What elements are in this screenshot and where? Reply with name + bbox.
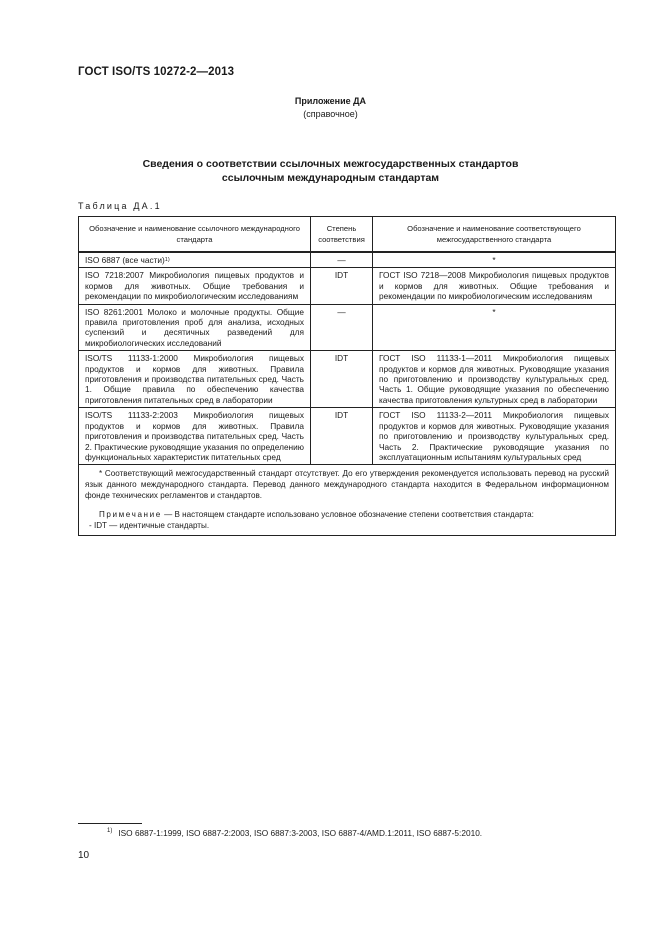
degree-cell: IDT bbox=[311, 351, 373, 408]
table-footnote: * Соответствующий межгосударственный стандарт отсутствует. До его утверждения рекомендуется использовать перевод на русский язык данного международного стандарта. Перевод данного международного стандарта находится в Федеральном информационном фонде технических регламентов и стандартов. bbox=[85, 469, 609, 500]
intl-standard-text: ISO 6887 (все части) bbox=[85, 255, 165, 265]
header-degree: Степень соответствия bbox=[311, 217, 373, 253]
footnote-marker: 1) bbox=[107, 828, 113, 834]
intl-standard-cell: ISO 8261:2001 Молоко и молочные продукты. Общие правила приготовления проб для анализа, исходных суспензий и десятичных разведений для микробиологических исследований bbox=[79, 304, 311, 351]
annex-subtitle: (справочное) bbox=[303, 109, 358, 119]
interstate-standard-cell: ГОСТ ISO 11133-2—2011 Микробиология пищевых продуктов и кормов для животных. Руководящие указания по приготовлению и производству культуральных сред. Часть 2. Практические руководящие указания по эксплуатационным испытаниям культуральных сред bbox=[373, 408, 616, 465]
page-footnote bbox=[107, 828, 482, 838]
table-row bbox=[79, 351, 616, 408]
intl-standard-cell: ISO/TS 11133-1:2000 Микробиология пищевых продуктов и кормов для животных. Правила приготовления и производства питательных сред. Часть 1. Общие правила по обеспечению качества приготовления питательных сред в лаборатории bbox=[79, 351, 311, 408]
annex-title: Приложение ДА bbox=[294, 96, 367, 106]
interstate-standard-cell: ГОСТ ISO 7218—2008 Микробиология пищевых продуктов и кормов для животных. Общие требования и рекомендации по микробиологическим исследованиям bbox=[373, 268, 616, 304]
intl-standard-cell bbox=[79, 252, 311, 268]
table-row bbox=[79, 304, 616, 351]
interstate-standard-cell: ГОСТ ISO 11133-1—2011 Микробиология пищевых продуктов и кормов для животных. Руководящие указания по приготовлению и производству культуральных сред. Часть 1. Общие руководящие указания по обеспечению качества приготовления культурных сред в лаборатории bbox=[373, 351, 616, 408]
section-title bbox=[0, 157, 661, 185]
intl-standard-cell: ISO/TS 11133-2:2003 Микробиология пищевых продуктов и кормов для животных. Правила приготовления и производства питательных сред. Часть 2. Практические руководящие указания по определению функциональных характеристик питательных сред bbox=[79, 408, 311, 465]
degree-cell: — bbox=[311, 304, 373, 351]
table-header-row bbox=[79, 217, 616, 253]
degree-cell: — bbox=[311, 252, 373, 268]
footnote-ref: 1) bbox=[164, 257, 170, 263]
interstate-standard-cell: * bbox=[373, 304, 616, 351]
table-remark bbox=[85, 510, 609, 521]
table-row bbox=[79, 268, 616, 304]
header-interstate-standard: Обозначение и наименование соответствующего межгосударственного стандарта bbox=[373, 217, 616, 253]
table-row bbox=[79, 252, 616, 268]
table-note bbox=[79, 465, 616, 536]
section-title-line-1: Сведения о соответствии ссылочных межгосударственных стандартов bbox=[142, 158, 519, 170]
remark-label: Примечание bbox=[99, 509, 162, 519]
page-number: 10 bbox=[78, 850, 90, 861]
table-label: Таблица ДА.1 bbox=[78, 201, 162, 211]
footnote-text: ISO 6887-1:1999, ISO 6887-2:2003, ISO 6887:3-2003, ISO 6887-4/AMD.1:2011, ISO 6887-5:2010. bbox=[118, 828, 483, 838]
correspondence-table bbox=[78, 216, 616, 536]
interstate-standard-cell: * bbox=[373, 252, 616, 268]
header-international-standard: Обозначение и наименование ссылочного международного стандарта bbox=[79, 217, 311, 253]
footnote-divider bbox=[78, 823, 142, 824]
section-title-line-2: ссылочным международным стандартам bbox=[221, 172, 440, 184]
table-note-row bbox=[79, 465, 616, 536]
table-row bbox=[79, 408, 616, 465]
intl-standard-cell: ISO 7218:2007 Микробиология пищевых продуктов и кормов для животных. Общие требования и рекомендации по микробиологическим исследованиям bbox=[79, 268, 311, 304]
remark-text: — В настоящем стандарте использовано условное обозначение степени соответствия стандарта: bbox=[161, 509, 534, 519]
remark-list-item: - IDT — идентичные стандарты. bbox=[89, 520, 210, 530]
degree-cell: IDT bbox=[311, 268, 373, 304]
degree-cell: IDT bbox=[311, 408, 373, 465]
document-header: ГОСТ ISO/TS 10272-2—2013 bbox=[78, 66, 235, 78]
